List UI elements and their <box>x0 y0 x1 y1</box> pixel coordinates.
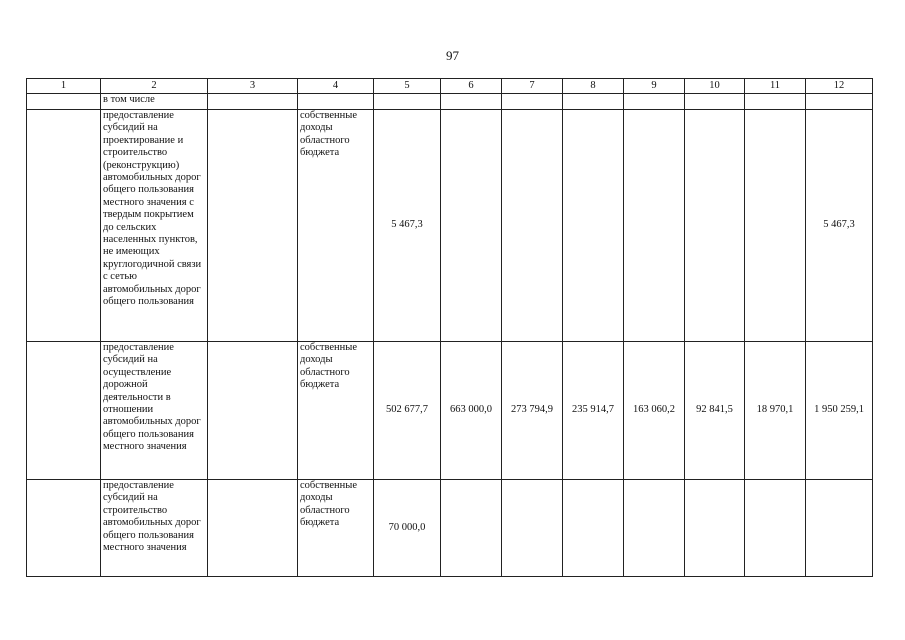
empty-cell <box>745 94 806 110</box>
total-cell: 1 950 259,1 <box>806 342 873 480</box>
total-cell: 5 467,3 <box>806 110 873 342</box>
table-row <box>27 480 873 577</box>
column-header: 8 <box>563 79 624 94</box>
value-cell <box>624 110 685 342</box>
value-cell: 5 467,3 <box>374 110 441 342</box>
column-header: 6 <box>441 79 502 94</box>
row-description: предоставление субсидий на осуществление дорожной деятельности в отношении автомобильных дорог общего пользования местного значения <box>101 342 208 480</box>
value-cell: 70 000,0 <box>374 480 441 577</box>
column-header: 12 <box>806 79 873 94</box>
empty-cell <box>441 94 502 110</box>
value-cell <box>502 110 563 342</box>
row-number-cell <box>27 342 101 480</box>
value-cell: 163 060,2 <box>624 342 685 480</box>
table-header-row <box>27 79 873 94</box>
value-cell <box>502 480 563 577</box>
page-number: 97 <box>446 48 459 63</box>
empty-cell <box>624 94 685 110</box>
column-header: 7 <box>502 79 563 94</box>
value-cell: 273 794,9 <box>502 342 563 480</box>
column-header: 10 <box>685 79 745 94</box>
value-cell <box>441 110 502 342</box>
table-row <box>27 110 873 342</box>
value-cell: 235 914,7 <box>563 342 624 480</box>
funding-source: собственные доходы областного бюджета <box>298 110 374 342</box>
value-cell <box>563 110 624 342</box>
empty-cell <box>27 94 101 110</box>
subheader-label: в том числе <box>101 94 208 110</box>
value-cell <box>441 480 502 577</box>
value-cell <box>563 480 624 577</box>
table-row <box>27 342 873 480</box>
column-header: 2 <box>101 79 208 94</box>
funding-source: собственные доходы областного бюджета <box>298 342 374 480</box>
column-header: 1 <box>27 79 101 94</box>
column-header: 9 <box>624 79 685 94</box>
empty-cell <box>685 94 745 110</box>
empty-cell <box>374 94 441 110</box>
total-cell <box>806 480 873 577</box>
value-cell <box>685 110 745 342</box>
funding-source: собственные доходы областного бюджета <box>298 480 374 577</box>
row-col3-cell <box>208 110 298 342</box>
column-header: 11 <box>745 79 806 94</box>
empty-cell <box>563 94 624 110</box>
value-cell <box>745 480 806 577</box>
row-col3-cell <box>208 480 298 577</box>
value-cell: 92 841,5 <box>685 342 745 480</box>
empty-cell <box>208 94 298 110</box>
value-cell: 502 677,7 <box>374 342 441 480</box>
row-description: предоставление субсидий на строительство автомобильных дорог общего пользования местного значения <box>101 480 208 577</box>
value-cell: 663 000,0 <box>441 342 502 480</box>
column-header: 5 <box>374 79 441 94</box>
value-cell <box>745 110 806 342</box>
value-cell <box>624 480 685 577</box>
empty-cell <box>806 94 873 110</box>
budget-table <box>26 78 873 577</box>
row-description: предоставление субсидий на проектирование и строительство (реконструкцию) автомобильных дорог общего пользования местного значения с твердым покрытием до сельских населенных пунктов, не имеющих круглогодичной связи с сетью автомобильных дорог общего пользования <box>101 110 208 342</box>
empty-cell <box>298 94 374 110</box>
value-cell <box>685 480 745 577</box>
empty-cell <box>502 94 563 110</box>
row-number-cell <box>27 480 101 577</box>
row-col3-cell <box>208 342 298 480</box>
column-header: 4 <box>298 79 374 94</box>
column-header: 3 <box>208 79 298 94</box>
subheader-row <box>27 94 873 110</box>
value-cell: 18 970,1 <box>745 342 806 480</box>
row-number-cell <box>27 110 101 342</box>
